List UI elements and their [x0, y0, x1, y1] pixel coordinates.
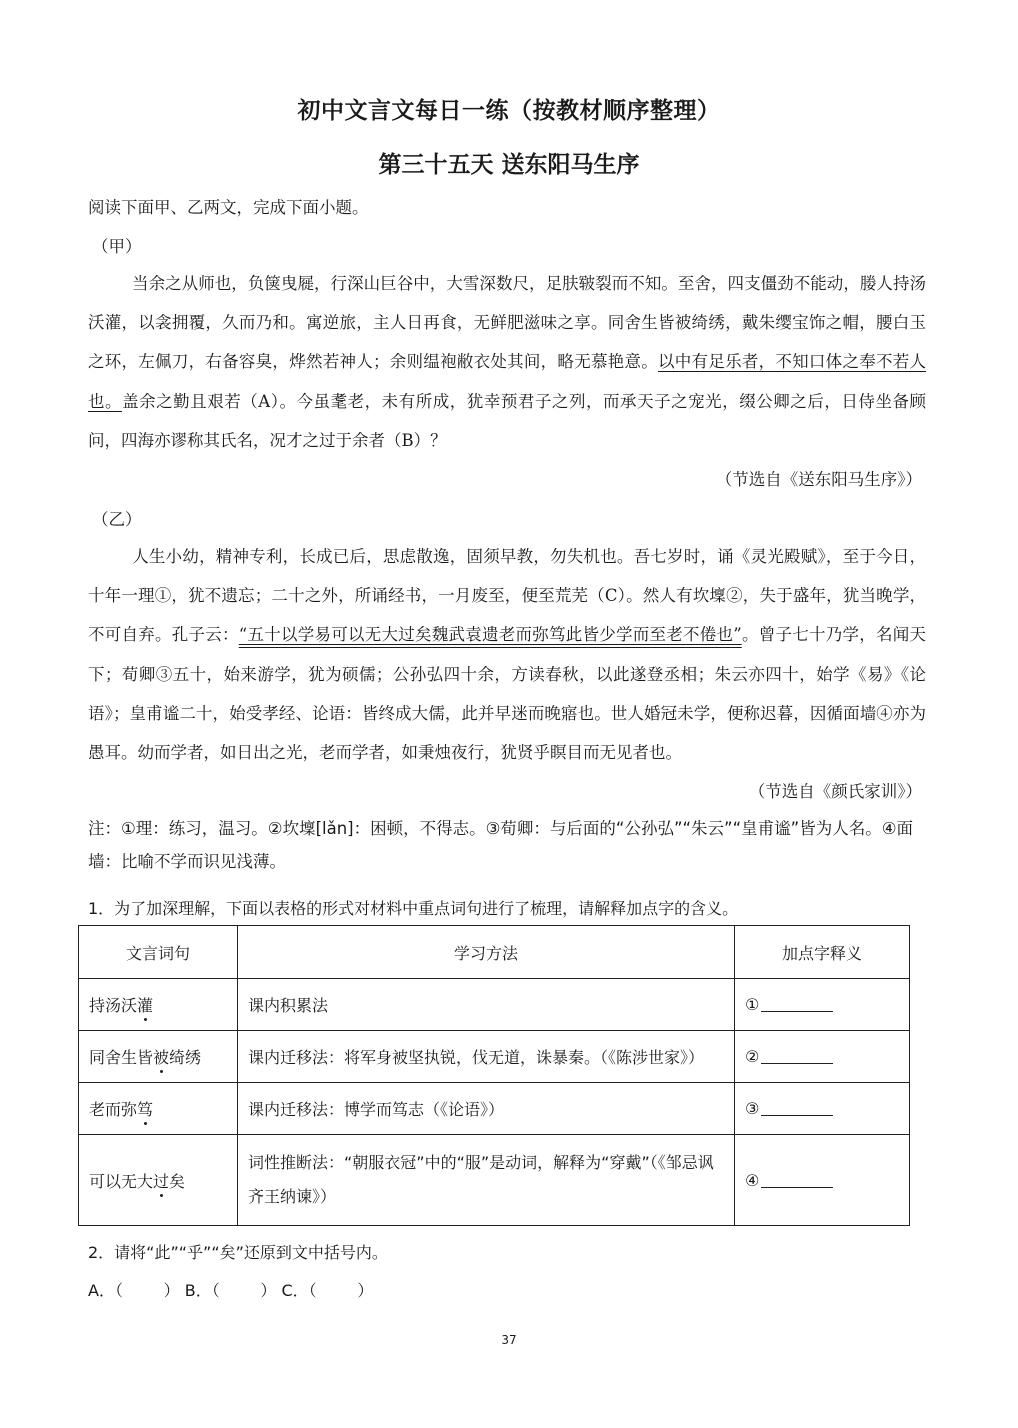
table-cell-phrase: 同舍生皆被绮绣: [79, 1031, 238, 1083]
passage-a-text-1: 当余之从师也，负箧曳屣，行深山巨谷中，大雪深数尺，足肤皲裂而不知。至舍，四支僵劲不能动，媵人持汤沃灌，以衾拥覆，久而乃和。寓逆旅，主人日再食，无鲜肥滋味之享。同舍生皆被绮绣，戴朱缨宝饰之帽，腰白玉之环，左佩刀，右备容臭，烨然若神人；余则缊袍敝衣处其间，略无慕艳意。: [88, 274, 926, 372]
table-header: 文言词句: [79, 926, 238, 979]
table-cell-method: 课内迁移法：将军身被坚执锐，伐无道，诛暴秦。（《陈涉世家》）: [238, 1031, 735, 1083]
answer-blank[interactable]: [761, 1171, 833, 1188]
notes: 注：①理：练习，温习。②坎壈[lǎn]：困顿，不得志。③荀卿：与后面的“公孙弘”“朱云”“皇甫谧”皆为人名。④面墙：比喻不学而识见浅薄。: [88, 819, 913, 871]
table-header: 学习方法: [238, 926, 735, 979]
table-cell-method: 课内迁移法：博学而笃志（《论语》）: [238, 1083, 735, 1135]
table-cell-answer[interactable]: ②: [735, 1031, 910, 1083]
page-subtitle: 第三十五天 送东阳马生序: [378, 152, 640, 178]
table-cell-method: 词性推断法：“朝服衣冠”中的“服”是动词，解释为“穿戴”（《邹忌讽齐王纳谏》）: [238, 1135, 735, 1226]
table-row: [79, 1135, 910, 1226]
table-cell-phrase: 可以无大过矣: [79, 1135, 238, 1226]
table-cell-method: 课内积累法: [238, 979, 735, 1031]
table-row: [79, 1083, 910, 1135]
table-cell-answer[interactable]: ①: [735, 979, 910, 1031]
vocab-table: [78, 925, 910, 1226]
page-title: 初中文言文每日一练（按教材顺序整理）: [297, 98, 721, 124]
passage-b-text-1: 人生小幼，精神专利，长成已后，思虑散逸，固须早教，勿失机也。吾七岁时，诵《灵光殿赋》，至于今日，十年一理①，犹不遗忘；二十之外，所诵经书，一月废至，便至荒芜（C）。然人有坎壈②，失于盛年，犹当晚学，不可自弃。孔子云：: [88, 547, 926, 645]
answer-blank[interactable]: [761, 1047, 833, 1064]
emphasis-char: 灌: [137, 996, 154, 1015]
passage-b-source: （节选自《颜氏家训》）: [748, 782, 922, 801]
passage-a-body: [88, 264, 926, 460]
passage-a-text-2: 盖余之勤且艰若（A）。今虽耄老，未有所成，犹幸预君子之列，而承天子之宠光，缀公卿之后，日侍坐备顾问，四海亦谬称其氏名，况才之过于余者（B）？: [88, 391, 927, 450]
table-header-row: [79, 926, 910, 979]
emphasis-char: 被: [153, 1048, 170, 1067]
question-2: 2．请将“此”“乎”“矣”还原到文中括号内。: [88, 1243, 388, 1262]
answer-line[interactable]: A．（ ） B．（ ） C．（ ）: [88, 1281, 374, 1300]
passage-a-source: （节选自《送东阳马生序》）: [715, 470, 922, 489]
passage-a-underlined: 以中有足乐者，不知口体之奉不若人也。: [88, 352, 927, 411]
table-cell-phrase: 老而弥笃: [79, 1083, 238, 1135]
passage-b-text-2: 。曾子七十乃学，名闻天下；荀卿③五十，始来游学，犹为硕儒；公孙弘四十余，方读春秋，以此遂登丞相；朱云亦四十，始学《易》《论语》；皇甫谧二十，始受孝经、论语：皆终成大儒，此并早迷而晚寤也。世人婚冠未学，便称迟暮，因循面墙④亦为愚耳。幼而学者，如日出之光，老而学者，如秉烛夜行，犹贤乎瞑目而无见者也。: [88, 625, 927, 763]
passage-b-body: [88, 537, 926, 772]
instruction-text: 阅读下面甲、乙两文，完成下面小题。: [88, 198, 369, 217]
passage-b-underlined: “五十以学易可以无大过矣魏武袁遗老而弥笃此皆少学而至老不倦也”: [238, 625, 742, 645]
passage-b-label: （乙）: [92, 510, 142, 529]
table-cell-phrase: 持汤沃灌: [79, 979, 238, 1031]
answer-blank[interactable]: [761, 995, 833, 1012]
question-1: 1．为了加深理解，下面以表格的形式对材料中重点词句进行了梳理，请解释加点字的含义。: [88, 899, 739, 918]
passage-a-label: （甲）: [92, 237, 142, 256]
table-cell-answer[interactable]: ③: [735, 1083, 910, 1135]
table-cell-answer[interactable]: ④: [735, 1135, 910, 1226]
table-row: [79, 1031, 910, 1083]
answer-blank[interactable]: [761, 1099, 833, 1116]
emphasis-char: 过: [153, 1171, 170, 1191]
emphasis-char: 笃: [137, 1100, 154, 1119]
table-header: 加点字释义: [735, 926, 910, 979]
table-row: [79, 979, 910, 1031]
page-number: 37: [501, 1333, 517, 1347]
